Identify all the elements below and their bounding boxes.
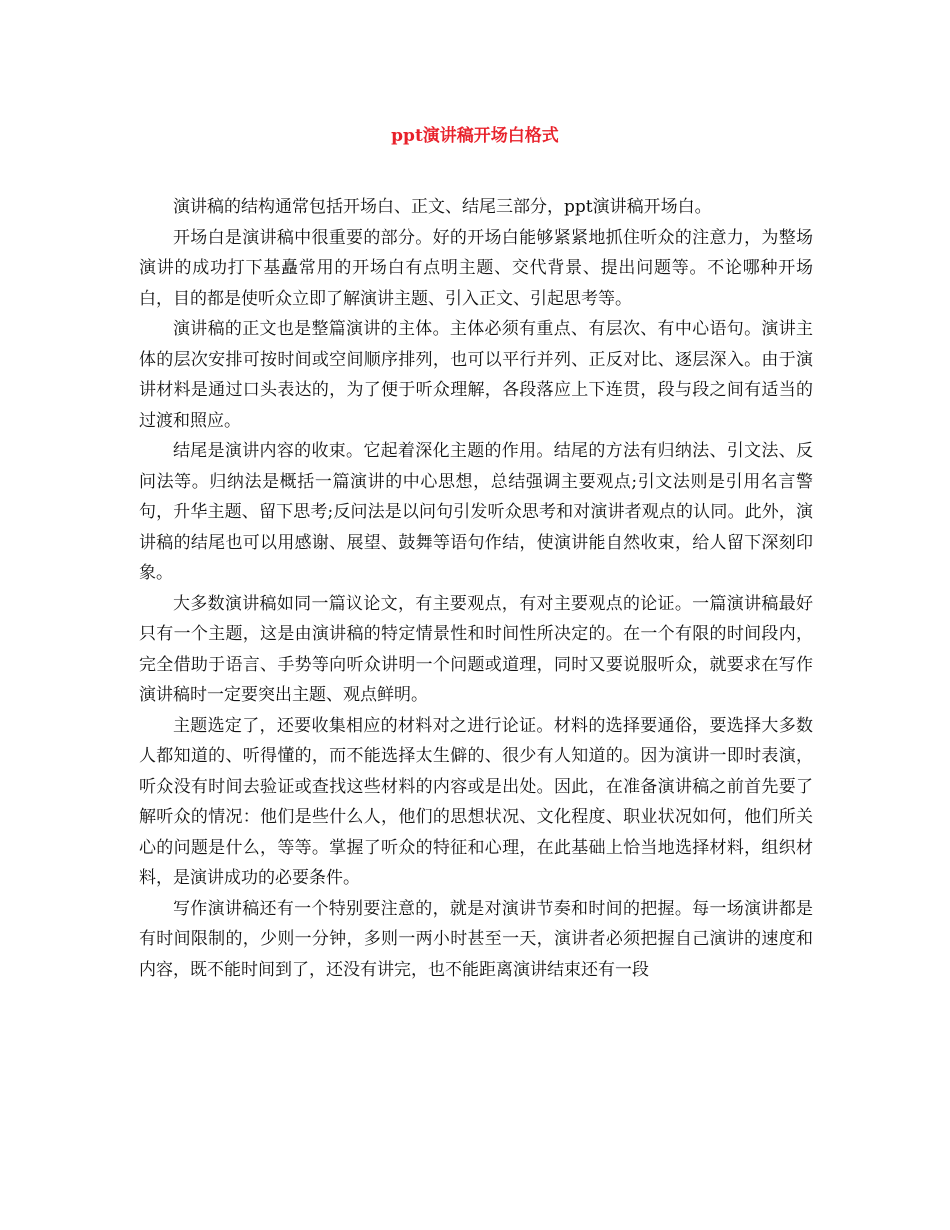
paragraph-5: 大多数演讲稿如同一篇议论文，有主要观点，有对主要观点的论证。一篇演讲稿最好只有一个主题，这是由演讲稿的特定情景性和时间性所决定的。在一个有限的时间段内，完全借助于语言、手势等向听众讲明一个问题或道理，同时又要说服听众，就要求在写作演讲稿时一定要突出主题、观点鲜明。 <box>139 593 813 705</box>
paragraph-7: 写作演讲稿还有一个特别要注意的，就是对演讲节奏和时间的把握。每一场演讲都是有时间限制的，少则一分钟，多则一两小时甚至一天，演讲者必须把握自己演讲的速度和内容，既不能时间到了，还没有讲完，也不能距离演讲结束还有一段 <box>139 898 813 980</box>
paragraph-2: 开场白是演讲稿中很重要的部分。好的开场白能够紧紧地抓住听众的注意力，为整场演讲的成功打下基矗常用的开场白有点明主题、交代背景、提出问题等。不论哪种开场白，目的都是使听众立即了解演讲主题、引入正文、引起思考等。 <box>139 227 813 309</box>
paragraph-3: 演讲稿的正文也是整篇演讲的主体。主体必须有重点、有层次、有中心语句。演讲主体的层次安排可按时间或空间顺序排列，也可以平行并列、正反对比、逐层深入。由于演讲材料是通过口头表达的，为了便于听众理解，各段落应上下连贯，段与段之间有适当的过渡和照应。 <box>139 319 813 431</box>
document-body <box>139 192 813 985</box>
paragraph-1: 演讲稿的结构通常包括开场白、正文、结尾三部分，ppt演讲稿开场白。 <box>173 197 712 217</box>
document-title: ppt演讲稿开场白格式 <box>391 126 559 146</box>
paragraph-4: 结尾是演讲内容的收束。它起着深化主题的作用。结尾的方法有归纳法、引文法、反问法等。归纳法是概括一篇演讲的中心思想，总结强调主要观点;引文法则是引用名言警句，升华主题、留下思考;反问法是以问句引发听众思考和对演讲者观点的认同。此外，演讲稿的结尾也可以用感谢、展望、鼓舞等语句作结，使演讲能自然收束，给人留下深刻印象。 <box>139 441 813 583</box>
paragraph-6: 主题选定了，还要收集相应的材料对之进行论证。材料的选择要通俗，要选择大多数人都知道的、听得懂的，而不能选择太生僻的、很少有人知道的。因为演讲一即时表演，听众没有时间去验证或查找这些材料的内容或是出处。因此，在准备演讲稿之前首先要了解听众的情况：他们是些什么人，他们的思想状况、文化程度、职业状况如何，他们所关心的问题是什么，等等。掌握了听众的特征和心理，在此基础上恰当地选择材料，组织材料，是演讲成功的必要条件。 <box>139 715 813 888</box>
